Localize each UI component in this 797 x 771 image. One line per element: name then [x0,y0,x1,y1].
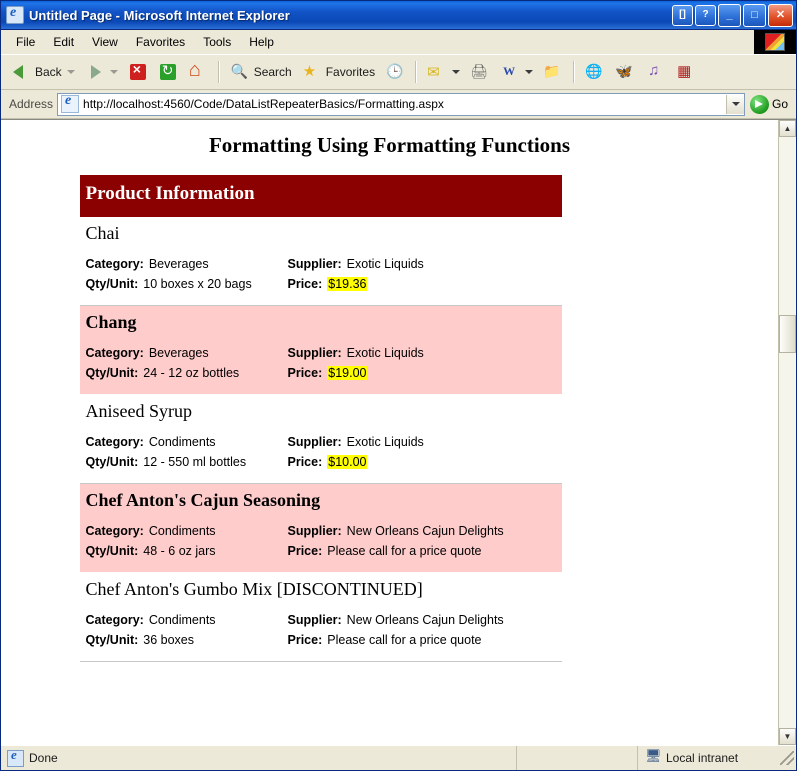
product-row-1 [86,524,556,538]
favorites-button[interactable] [298,59,379,85]
category-label: Category: [85,435,144,449]
list-item [80,573,562,662]
folder-icon [543,62,563,82]
status-spacer [517,746,638,770]
scroll-up-button[interactable]: ▲ [779,120,796,137]
price-label: Price: [287,366,323,380]
status-text: Done [29,751,58,765]
address-label: Address [9,97,54,111]
globe-icon [585,62,605,82]
qty-label: Qty/Unit: [85,277,139,291]
address-value: http://localhost:4560/Code/DataListRepeaterBasics/Formatting.aspx [83,97,444,111]
supplier-label: Supplier: [287,435,342,449]
page-icon [7,750,24,767]
list-item [80,484,562,573]
mail-icon [427,62,447,82]
price-label: Price: [287,455,323,469]
qty-label: Qty/Unit: [85,455,139,469]
toolbar [1,54,796,90]
messenger-button[interactable] [611,59,639,85]
product-row-2 [86,544,556,558]
status-message [1,746,517,770]
folder-button[interactable] [539,59,567,85]
list-item [80,217,562,306]
discuss-button[interactable] [581,59,609,85]
supplier-value: Exotic Liquids [346,257,424,271]
supplier-label: Supplier: [287,257,342,271]
category-value: Beverages [148,257,209,271]
product-row-2 [86,277,556,291]
product-row-2 [86,366,556,380]
favorites-label: Favorites [325,65,376,79]
history-button[interactable] [381,59,409,85]
category-label: Category: [85,524,144,538]
category-value: Condiments [148,435,216,449]
qty-label: Qty/Unit: [85,633,139,647]
category-value: Condiments [148,613,216,627]
print-button[interactable] [466,59,494,85]
window-title: Untitled Page - Microsoft Internet Explorer [29,7,290,23]
help-button[interactable]: ? [695,5,716,26]
vertical-scrollbar[interactable] [778,120,796,745]
page-title: Formatting Using Formatting Functions [208,133,571,157]
price-value: $10.00 [328,455,367,469]
clock-icon [385,62,405,82]
toolbar-separator [415,61,417,83]
address-input[interactable] [57,93,745,116]
go-label: Go [771,97,788,111]
ie-page-icon [6,6,24,24]
menu-bar [1,30,796,54]
toolbar-separator [573,61,575,83]
price-value: Please call for a price quote [327,633,482,647]
qty-value: 48 - 6 oz jars [143,544,216,558]
page-content [80,133,700,662]
price-value: $19.36 [328,277,367,291]
resize-grip[interactable] [780,751,794,765]
edit-page-icon [500,62,520,82]
forward-button[interactable] [81,59,122,85]
product-row-2 [86,633,556,647]
category-label: Category: [85,346,144,360]
refresh-button[interactable] [154,59,182,85]
search-icon [230,62,250,82]
back-label: Back [35,65,62,79]
stop-button[interactable] [124,59,152,85]
maximize-button[interactable]: □ [743,4,766,27]
search-button[interactable] [226,59,296,85]
encoding-icon [675,62,695,82]
product-row-1 [86,257,556,271]
price-label: Price: [287,633,323,647]
menu-item-tools[interactable]: Tools [203,35,232,49]
status-bar [1,745,796,770]
supplier-label: Supplier: [287,346,342,360]
title-bar [1,1,796,30]
media-icon [645,62,665,82]
edit-button[interactable] [496,59,537,85]
stop-icon [128,62,148,82]
back-button[interactable] [7,59,79,85]
menu-item-edit[interactable]: Edit [53,35,75,49]
panel-header: Product Information [80,175,562,217]
price-value: Please call for a price quote [327,544,482,558]
go-button[interactable] [749,94,792,115]
qty-value: 10 boxes x 20 bags [143,277,252,291]
price-label: Price: [287,544,323,558]
product-information-panel [80,175,562,662]
chevron-down-icon[interactable] [525,70,533,74]
category-value: Beverages [148,346,209,360]
category-label: Category: [85,613,144,627]
product-name: Chai [85,223,120,243]
refresh-icon [158,62,178,82]
scrollbar-track[interactable] [779,137,796,728]
scroll-down-button[interactable]: ▼ [779,728,796,745]
window-controls [672,4,793,27]
mail-button[interactable] [423,59,464,85]
product-name: Chef Anton's Cajun Seasoning [85,490,321,510]
arrow-right-icon [85,62,105,82]
document-body [1,120,778,745]
star-icon [302,62,322,82]
arrow-left-icon [11,62,31,82]
qty-value: 24 - 12 oz bottles [143,366,240,380]
product-row-1 [86,435,556,449]
address-bar [1,90,796,119]
scrollbar-thumb[interactable] [779,315,796,353]
menu-item-favorites[interactable]: Favorites [135,35,186,49]
product-name: Chang [85,312,137,332]
price-value: $19.00 [328,366,367,380]
chevron-down-icon[interactable] [67,70,75,74]
supplier-value: Exotic Liquids [346,346,424,360]
product-row-1 [86,613,556,627]
home-button[interactable] [184,59,212,85]
media-button[interactable] [641,59,669,85]
category-value: Condiments [148,524,216,538]
encoding-button[interactable] [671,59,699,85]
supplier-label: Supplier: [287,613,342,627]
chevron-down-icon[interactable] [110,70,118,74]
search-label: Search [253,65,292,79]
supplier-value: New Orleans Cajun Delights [346,524,504,538]
menu-item-view[interactable]: View [92,35,118,49]
windows-logo [754,30,796,54]
messenger-icon [615,62,635,82]
list-item [80,395,562,484]
page-area [1,119,796,745]
page-icon [61,95,79,113]
home-icon [188,62,208,82]
close-button[interactable]: ✕ [768,4,793,27]
restore-group-button[interactable]: [] [672,5,693,26]
toolbar-separator [218,61,220,83]
product-name: Chef Anton's Gumbo Mix [DISCONTINUED] [85,579,423,599]
supplier-value: Exotic Liquids [346,435,424,449]
supplier-label: Supplier: [287,524,342,538]
printer-icon [470,62,490,82]
product-row-1 [86,346,556,360]
qty-value: 12 - 550 ml bottles [143,455,247,469]
list-item [80,306,562,395]
qty-label: Qty/Unit: [85,544,139,558]
go-icon [750,95,769,114]
menu-item-file[interactable]: File [16,35,36,49]
security-zone[interactable] [638,746,796,770]
zone-label: Local intranet [666,751,739,765]
network-icon [646,751,661,765]
address-dropdown-button[interactable] [726,95,744,114]
product-row-2 [86,455,556,469]
qty-value: 36 boxes [143,633,195,647]
qty-label: Qty/Unit: [85,366,139,380]
product-name: Aniseed Syrup [85,401,192,421]
chevron-down-icon[interactable] [452,70,460,74]
minimize-button[interactable]: _ [718,4,741,27]
category-label: Category: [85,257,144,271]
supplier-value: New Orleans Cajun Delights [346,613,504,627]
menu-item-help[interactable]: Help [249,35,274,49]
price-label: Price: [287,277,323,291]
